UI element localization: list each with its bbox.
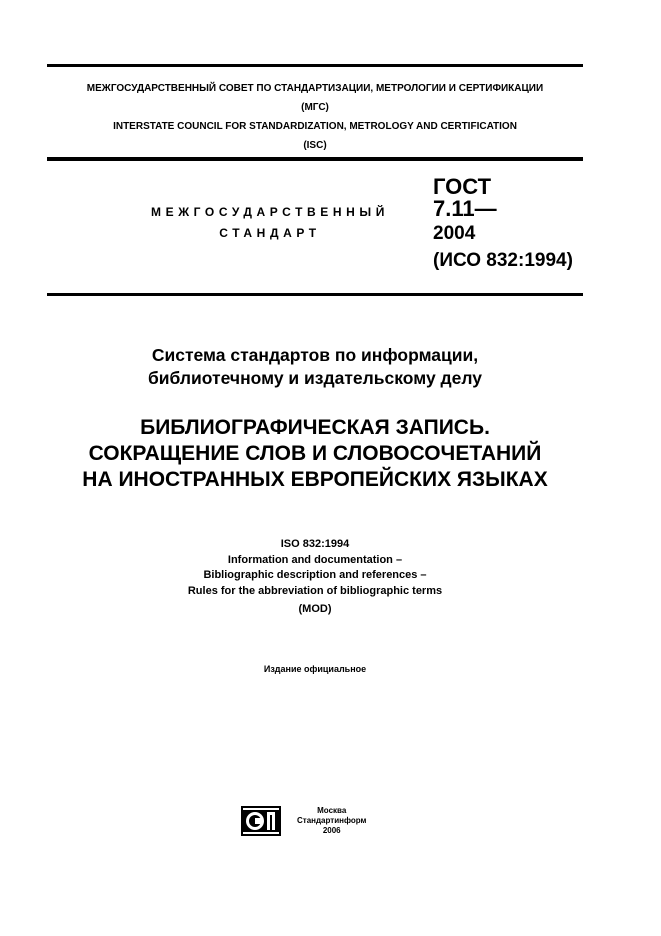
iso-mod: (MOD) (298, 603, 332, 615)
council-ru-abbr: (МГС) (301, 102, 329, 113)
iso-reference (47, 537, 583, 618)
main-title-line3: НА ИНОСТРАННЫХ ЕВРОПЕЙСКИХ ЯЗЫКАХ (82, 468, 548, 491)
standard-type (140, 202, 400, 244)
publisher-name: Стандартинформ (297, 816, 367, 825)
main-title-line1: БИБЛИОГРАФИЧЕСКАЯ ЗАПИСЬ. (140, 416, 490, 439)
edition-label: Издание официальное (263, 664, 367, 674)
standard-type-line1: МЕЖГОСУДАРСТВЕННЫЙ (151, 205, 389, 219)
standartinform-logo-icon (241, 806, 281, 836)
publisher-city: Москва (317, 806, 347, 815)
header-rule (47, 157, 583, 161)
iso-line1: Information and documentation – (227, 553, 403, 566)
gost-label: ГОСТ (433, 174, 492, 199)
council-header (47, 79, 583, 155)
main-title-line2: СОКРАЩЕНИЕ СЛОВ И СЛОВОСОЧЕТАНИЙ (88, 442, 542, 465)
iso-code: ISO 832:1994 (280, 538, 350, 550)
publisher-text (297, 806, 366, 836)
council-ru: МЕЖГОСУДАРСТВЕННЫЙ СОВЕТ ПО СТАНДАРТИЗАЦИИ, МЕТРОЛОГИИ И СЕРТИФИКАЦИИ (86, 83, 544, 94)
council-en-abbr: (ISC) (303, 140, 327, 151)
gost-number: 7.11— (433, 196, 497, 221)
iso-line2: Bibliographic description and references – (203, 569, 427, 581)
system-title (47, 344, 583, 390)
designation-rule (47, 293, 583, 296)
iso-line3: Rules for the abbreviation of bibliographic terms (187, 584, 443, 597)
council-en: INTERSTATE COUNCIL FOR STANDARDIZATION, METROLOGY AND CERTIFICATION (113, 121, 517, 132)
system-title-line2: библиотечному и издательскому делу (147, 368, 483, 388)
gost-year: 2004 (433, 223, 476, 244)
system-title-line1: Система стандартов по информации, (151, 345, 479, 365)
gost-iso-ref: (ИСО 832:1994) (433, 250, 573, 271)
gost-designation (433, 176, 573, 272)
standard-type-line2: СТАНДАРТ (219, 226, 321, 240)
main-title (47, 415, 583, 493)
publisher-block (241, 806, 366, 836)
publisher-year: 2006 (322, 826, 341, 835)
top-rule (47, 64, 583, 67)
